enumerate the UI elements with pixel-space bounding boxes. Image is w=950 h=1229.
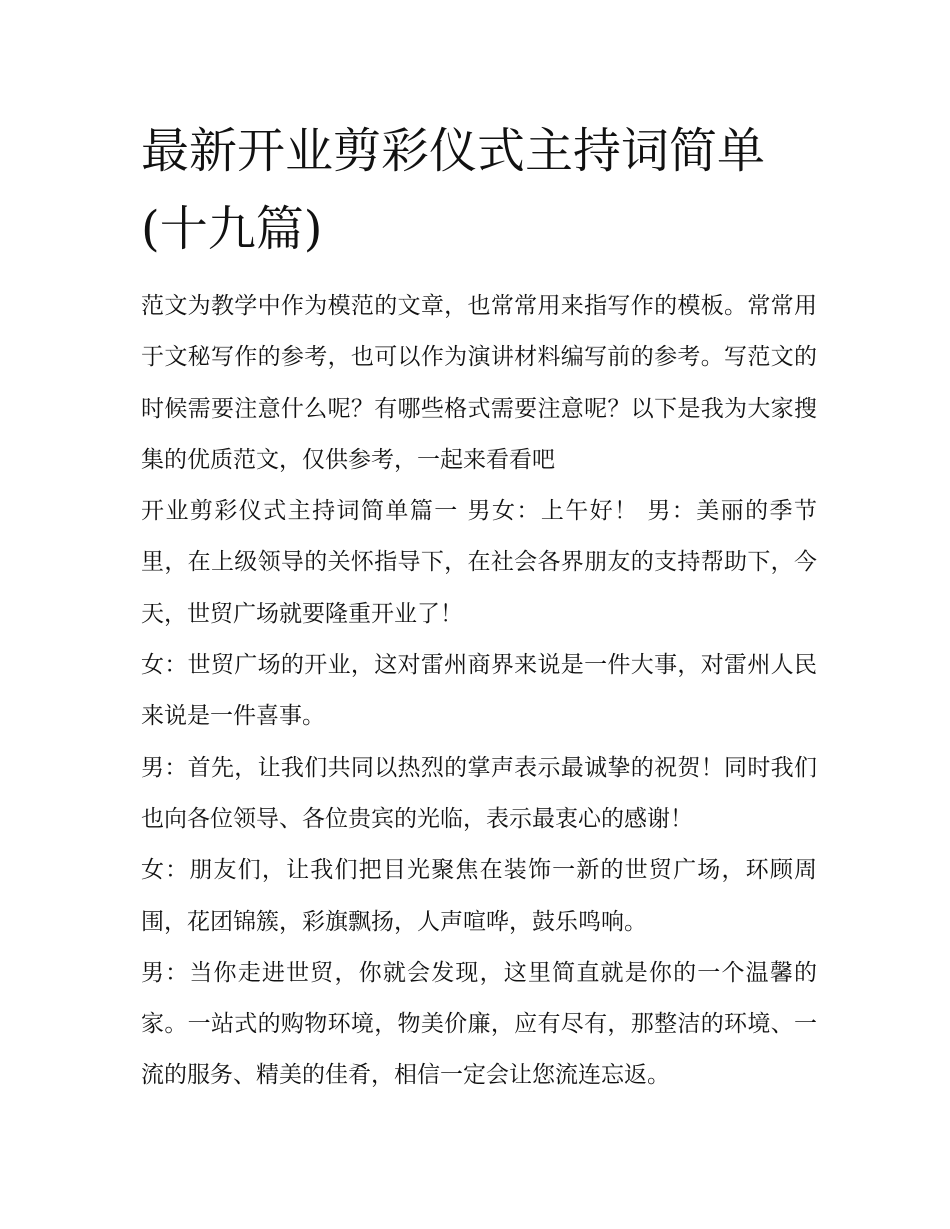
paragraph-female-1: 女：世贸广场的开业，这对雷州商界来说是一件大事，对雷州人民来说是一件喜事。	[141, 652, 817, 730]
document-body	[141, 281, 817, 1102]
document-title: 最新开业剪彩仪式主持词简单(十九篇)	[141, 123, 766, 257]
paragraph-opening: 开业剪彩仪式主持词简单篇一 男女：上午好！ 男：美丽的季节里，在上级领导的关怀指导下，在社会各界朋友的支持帮助下，今天，世贸广场就要隆重开业了！	[141, 498, 817, 627]
paragraph-female-2: 女：朋友们，让我们把目光聚焦在装饰一新的世贸广场，环顾周围，花团锦簇，彩旗飘扬，人声喧哗，鼓乐鸣响。	[141, 857, 817, 935]
paragraph-male-1: 男：首先，让我们共同以热烈的掌声表示最诚挚的祝贺！同时我们也向各位领导、各位贵宾的光临，表示最衷心的感谢！	[141, 754, 817, 832]
paragraph-male-2: 男：当你走进世贸，你就会发现，这里简直就是你的一个温馨的家。一站式的购物环境，物美价廉，应有尽有，那整洁的环境、一流的服务、精美的佳肴，相信一定会让您流连忘返。	[141, 959, 817, 1089]
intro-paragraph: 范文为教学中作为模范的文章，也常常用来指写作的模板。常常用于文秘写作的参考，也可以作为演讲材料编写前的参考。写范文的时候需要注意什么呢？有哪些格式需要注意呢？以下是我为大家搜集的优质范文，仅供参考，一起来看看吧	[141, 293, 817, 473]
